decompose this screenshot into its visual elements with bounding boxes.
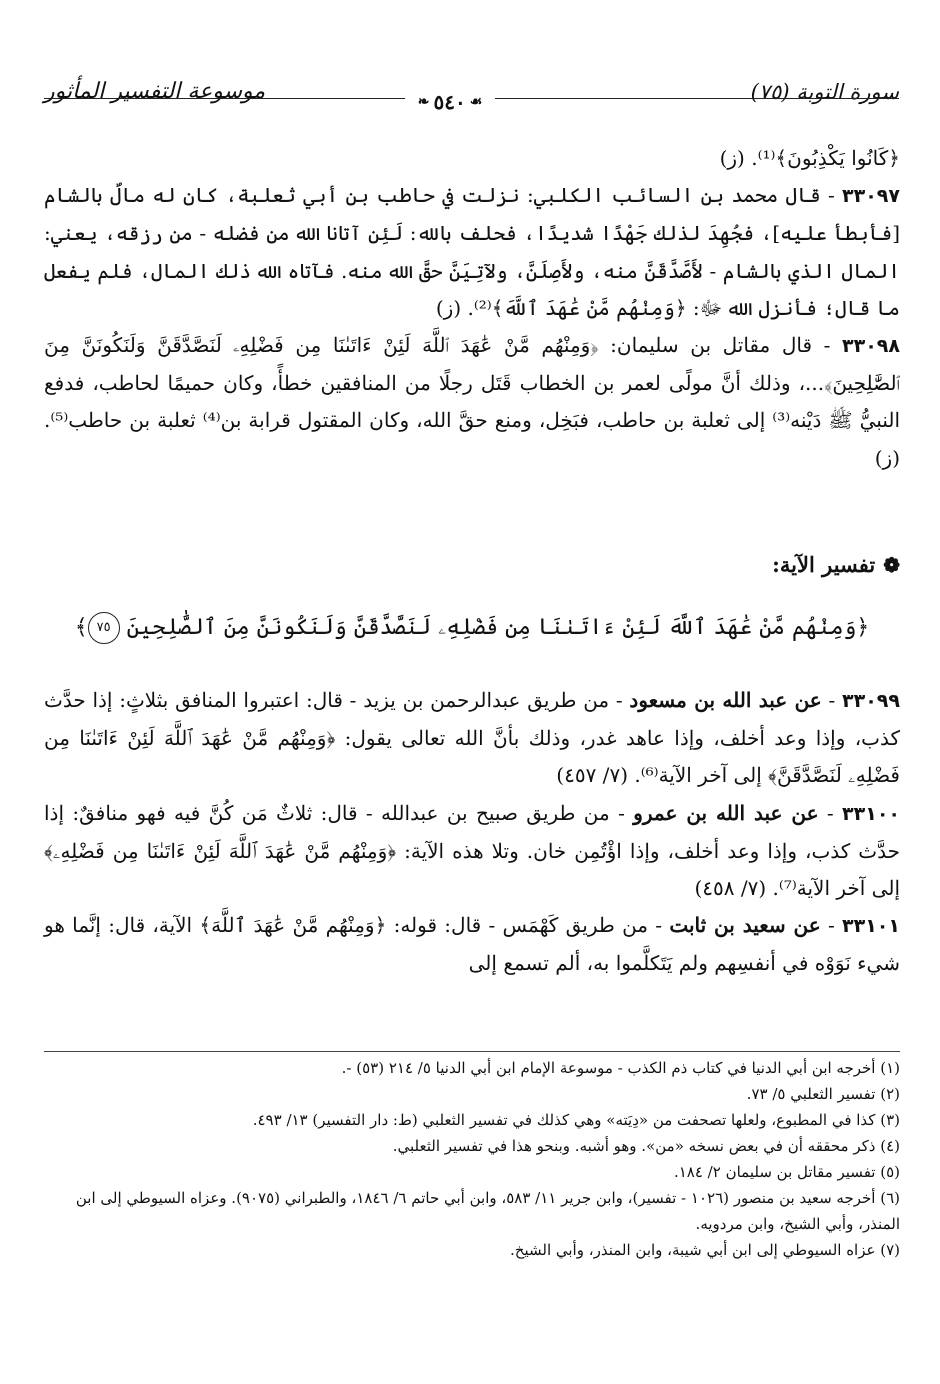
- footnote-divider: [44, 1051, 900, 1052]
- narration-number: ٣٣١٠١: [842, 915, 900, 938]
- book-title: موسوعة التفسير المأثور: [44, 79, 266, 104]
- section-heading: [44, 552, 900, 577]
- ayah-close-bracket: ﴾: [74, 615, 88, 640]
- narration-paragraph: [44, 177, 900, 327]
- main-text: [44, 140, 900, 477]
- footnote: (١) أخرجه ابن أبي الدنيا في كتاب ذم الكذب - موسوعة الإمام ابن أبي الدنيا ٥/ ٢١٤ (٥٣) -.: [341, 1059, 900, 1077]
- ayah-text: ﴿وَمِنْهُم مَّنْ عَٰهَدَ ٱللَّهَ لَئِنْ ءَاتَىٰنَا مِن فَضْلِهِۦ لَنَصَّدَّقَنَّ وَلَنَكُونَنَّ مِنَ ٱلصَّٰلِحِينَ: [126, 615, 870, 640]
- section-heading-text: تفسير الآية:: [772, 552, 876, 577]
- narration-paragraph: ٣٣١٠١ - عن سعيد بن ثابت - من طريق كَهْمَس - قال: قوله: ﴿وَمِنْهُم مَّنْ عَٰهَدَ ٱللَّهَ﴾ الآية، قال: إنَّما هو شيء نَوَوْه في أنفسِهم ولم يَتَكلَّموا به، ألم تسمع إلى: [44, 913, 900, 976]
- footnote: (٤) ذكر محققه أن في بعض نسخه «من». وهو أشبه. وبنحو هذا في تفسير الثعلبي.: [392, 1137, 900, 1155]
- narration-paragraph: ٣٣٠٩٩ - عن عبد الله بن مسعود - من طريق عبدالرحمن بن يزيد - قال: اعتبروا المنافق بثلاثٍ: إذا حدَّث كذب، وإذا وعد أخلف، وإذا عاهد غدر، وذلك بأنَّ الله تعالى يقول: ﴿وَمِنْهُم مَّنْ عَٰهَدَ ٱللَّهَ لَئِنْ ءَاتَىٰنَا مِن فَضْلِهِۦ لَنَصَّدَّقَنَّ﴾ إلى آخر الآية⁽⁶⁾. (٧/ ٤٥٧): [44, 688, 900, 788]
- footnote: (٣) كذا في المطبوع، ولعلها تصحفت من «دِيَته» وهي كذلك في تفسير الثعلبي (ط: دار التفسير) ١٣/ ٤٩٣.: [252, 1111, 900, 1129]
- narration-text: - من طريق عبدالرحمن بن يزيد - قال: اعتبروا المنافق بثلاثٍ: إذا حدَّث كذب، وإذا وعد أخلف، وإذا عاهد غدر، وذلك بأنَّ الله تعالى يقول: ﴿وَمِنْهُم مَّنْ عَٰهَدَ ٱللَّهَ لَئِنْ ءَاتَىٰنَا مِن فَضْلِهِۦ لَنَصَّدَّقَنَّ﴾ إلى آخر الآية⁽⁶⁾. (٧/ ٤٥٧): [44, 688, 900, 788]
- narration-text: - من طريق كَهْمَس - قال: قوله: ﴿وَمِنْهُم مَّنْ عَٰهَدَ ٱللَّهَ﴾ الآية، قال: إنَّما هو شيء نَوَوْه في أنفسِهم ولم يَتَكلَّموا به، ألم تسمع إلى: [44, 913, 900, 976]
- ayah-line: [44, 612, 900, 644]
- narration-text: - قال محمد بن السائب الكلبي: نزلت في حاطب بن أبي ثعلبة، كان له مالٌ بالشام [فأبطأ عليه]، فجُهِدَ لذلك جَهْدًا شديدًا، فحلف بالله: لَئِن آتانا الله من فضله - من رزقه، يعني: المال الذي بالشام - لأَصَّدَّقَنَّ منه، ولأَصِلَنَّ، ولآتِيَنَّ حقَّ الله منه. فآتاه الله ذلك المال، فلم يفعل ما قال؛ فأنزل الله ﷻ: ﴿وَمِنْهُم مَّنْ عَٰهَدَ ٱللَّهَ﴾⁽²⁾. (ز): [44, 183, 900, 320]
- footnote: (٥) تفسير مقاتل بن سليمان ٢/ ١٨٤.: [673, 1163, 900, 1181]
- footnotes: [44, 1055, 900, 1263]
- narration-text: - من طريق صبيح بن عبدالله - قال: ثلاثٌ مَن كُنَّ فيه فهو منافقٌ: إذا حدَّث كذب، وإذا وعد أخلف، وإذا اؤْتُمِن خان. وتلا هذه الآية: ﴿وَمِنْهُم مَّنْ عَٰهَدَ ٱللَّهَ لَئِنْ ءَاتَىٰنَا مِن فَضْلِهِۦ﴾ إلى آخر الآية⁽⁷⁾. (٧/ ٤٥٨): [44, 800, 900, 901]
- narration-text: - قال مقاتل بن سليمان: ﴿وَمِنْهُم مَّنْ عَٰهَدَ ٱللَّهَ لَئِنْ ءَاتَىٰنَا مِن فَضْلِهِۦ لَنَصَّدَّقَنَّ وَلَنَكُونَنَّ مِنَ ٱلصَّٰلِحِينَ﴾...، وذلك أنَّ مولًى لعمر بن الخطاب قَتَل رجلًا من المنافقين خطأً، وكان حميمًا لحاطب، فدفع النبيُّ ﷺ دَيْنه⁽³⁾ إلى ثعلبة بن حاطب، فبَخِل، ومنع حقَّ الله، وكان المقتول قرابة بن⁽⁴⁾ ثعلبة بن حاطب⁽⁵⁾. (ز): [44, 333, 901, 470]
- narrator-name: عن عبد الله بن مسعود: [629, 688, 822, 712]
- narration-paragraph: ٣٣١٠٠ - عن عبد الله بن عمرو - من طريق صبيح بن عبدالله - قال: ثلاثٌ مَن كُنَّ فيه فهو منافقٌ: إذا حدَّث كذب، وإذا وعد أخلف، وإذا اؤْتُمِن خان. وتلا هذه الآية: ﴿وَمِنْهُم مَّنْ عَٰهَدَ ٱللَّهَ لَئِنْ ءَاتَىٰنَا مِن فَضْلِهِۦ﴾ إلى آخر الآية⁽⁷⁾. (٧/ ٤٥٨): [44, 800, 901, 901]
- flower-icon: ❁: [883, 552, 900, 577]
- footnote: (٢) تفسير الثعلبي ٥/ ٧٣.: [746, 1085, 900, 1103]
- ornament-icon: ❧: [417, 94, 430, 110]
- narration-number: ٣٣٠٩٧: [842, 185, 900, 208]
- page-number: [405, 89, 495, 115]
- continued-line: ﴿كَانُوا يَكْذِبُونَ﴾⁽¹⁾. (ز): [719, 146, 900, 170]
- narrator-name: عن سعيد بن ثابت: [669, 913, 821, 938]
- narrator-name: عن عبد الله بن عمرو: [633, 800, 819, 825]
- narration-number: ٣٣٠٩٨: [842, 335, 900, 358]
- ayah-number-marker: ٧٥: [88, 612, 120, 644]
- ornament-icon: ☙: [469, 94, 483, 110]
- surah-title: سورة التوبة (٧٥): [750, 80, 899, 104]
- footnote: (٧) عزاه السيوطي إلى ابن أبي شيبة، وابن المنذر، وأبي الشيخ.: [510, 1241, 900, 1259]
- narration-number: ٣٣٠٩٩: [842, 690, 900, 712]
- narration-number: ٣٣١٠٠: [842, 802, 901, 825]
- tafsir-text: [44, 682, 900, 983]
- page-number-text: ٥٤٠: [433, 90, 466, 114]
- footnote: (٦) أخرجه سعيد بن منصور (١٠٢٦ - تفسير)، وابن جرير ١١/ ٥٨٣، وابن أبي حاتم ٦/ ١٨٤٦، والطبراني (٩٠٧٥). وعزاه السيوطي إلى ابن المنذر، وأبي الشيخ، وابن مردويه.: [75, 1189, 900, 1233]
- narration-paragraph: [44, 327, 900, 477]
